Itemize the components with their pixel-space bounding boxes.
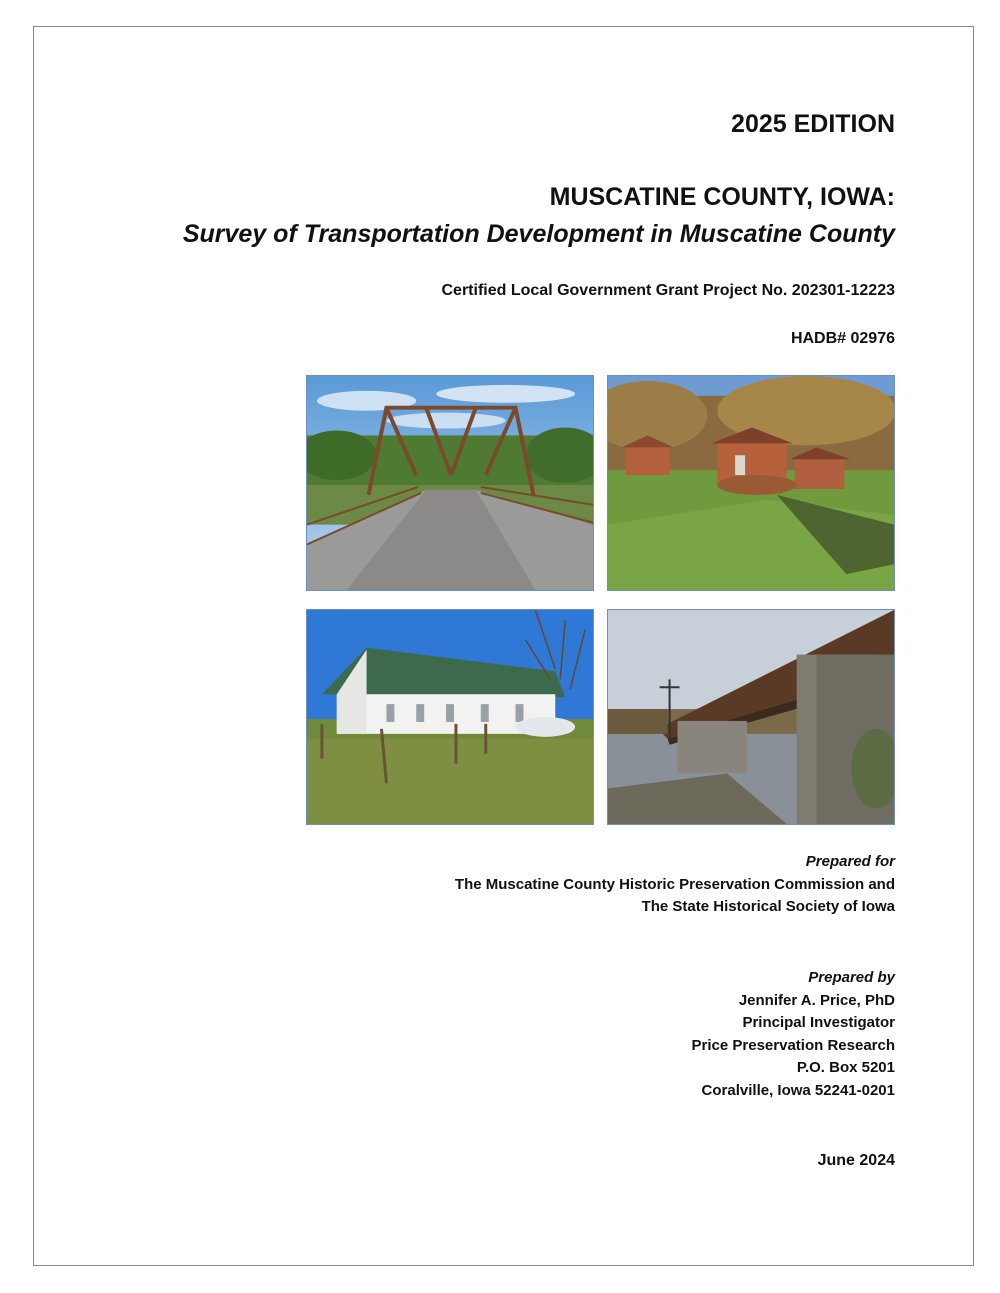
author-title: Principal Investigator xyxy=(742,1014,895,1031)
grant-project-number: Certified Local Government Grant Project No. 202301-12223 xyxy=(441,282,895,299)
publication-date: June 2024 xyxy=(817,1152,895,1169)
author-name: Jennifer A. Price, PhD xyxy=(738,991,895,1009)
hadb-number: HADB# 02976 xyxy=(790,330,895,347)
prepared-for-line: The State Historical Society of Iowa xyxy=(641,898,895,915)
photo-railroad-bridge xyxy=(607,609,895,825)
prepared-by-block xyxy=(692,967,895,1102)
organization-name: Price Preservation Research xyxy=(691,1036,895,1054)
prepared-for-line: The Muscatine County Historic Preservation Commission and xyxy=(454,875,895,893)
photo-brick-cabins xyxy=(607,375,895,591)
po-box: P.O. Box 5201 xyxy=(796,1059,895,1076)
photo-depot-building xyxy=(306,609,594,825)
prepared-for-label: Prepared for xyxy=(805,853,895,870)
photo-truss-bridge xyxy=(306,375,594,591)
prepared-by-label: Prepared by xyxy=(808,969,895,986)
prepared-for-block xyxy=(455,851,895,919)
city-state-zip: Coralville, Iowa 52241-0201 xyxy=(701,1081,895,1099)
county-title: MUSCATINE COUNTY, IOWA: xyxy=(549,183,895,211)
edition-label: 2025 EDITION xyxy=(731,110,895,138)
report-subtitle: Survey of Transportation Development in Muscatine County xyxy=(182,220,895,248)
